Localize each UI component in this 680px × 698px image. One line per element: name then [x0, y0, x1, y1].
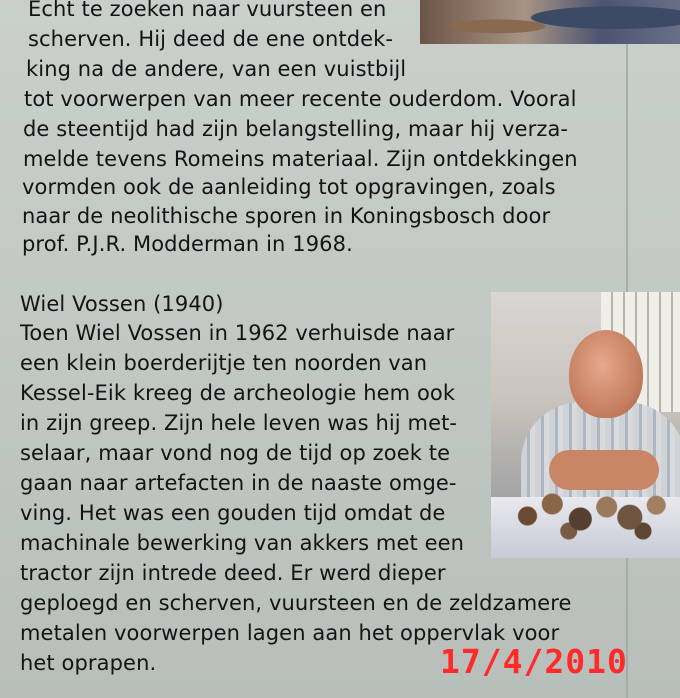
paragraph-line: tractor zijn intrede deed. Er werd dieper: [20, 561, 446, 585]
paragraph-line: Toen Wiel Vossen in 1962 verhuisde naar: [20, 321, 455, 345]
paragraph-line: melde tevens Romeins materiaal. Zijn ontdekkingen: [23, 147, 578, 171]
paragraph-line: gaan naar artefacten in de naaste omge-: [20, 471, 457, 495]
paragraph-line: het oprapen.: [20, 651, 157, 675]
paragraph-line: prof. P.J.R. Modderman in 1968.: [22, 232, 353, 256]
paragraph-line: machinale bewerking van akkers met een: [20, 531, 465, 555]
paragraph-line: ving. Het was een gouden tijd omdat de: [20, 501, 446, 525]
paragraph-line: king na de andere, van een vuistbijl: [26, 57, 407, 81]
paragraph-line: Kessel-Eik kreeg de archeologie hem ook: [20, 381, 456, 405]
paragraph-line: selaar, maar vond nog de tijd op zoek te: [20, 441, 451, 465]
top-photo-fragment: [420, 0, 680, 44]
paragraph-line: in zijn greep. Zijn hele leven was hij met-: [20, 411, 458, 435]
paragraph-line: de steentijd had zijn belangstelling, maar hij verza-: [23, 117, 569, 141]
photo-arms: [549, 450, 659, 490]
paragraph-line: vormden ook de aanleiding tot opgravingen, zoals: [22, 175, 556, 199]
paragraph-line: geploegd en scherven, vuursteen en de zeldzamere: [20, 591, 572, 615]
paragraph-line: scherven. Hij deed de ene ontdek-: [28, 27, 394, 51]
photo-head: [569, 330, 643, 418]
portrait-photo: [491, 292, 680, 558]
paragraph-line: naar de neolithische sporen in Koningsbosch door: [22, 204, 551, 228]
paragraph-line: Echt te zoeken naar vuursteen en: [28, 0, 387, 21]
paragraph-line: een klein boerderijtje ten noorden van: [20, 351, 428, 375]
section-heading: Wiel Vossen (1940): [20, 292, 224, 316]
paragraph-line: tot voorwerpen van meer recente ouderdom. Vooral: [24, 87, 577, 111]
paragraph-line: metalen voorwerpen lagen aan het oppervlak voor: [20, 621, 560, 645]
camera-datestamp: 17/4/2010: [440, 642, 628, 681]
